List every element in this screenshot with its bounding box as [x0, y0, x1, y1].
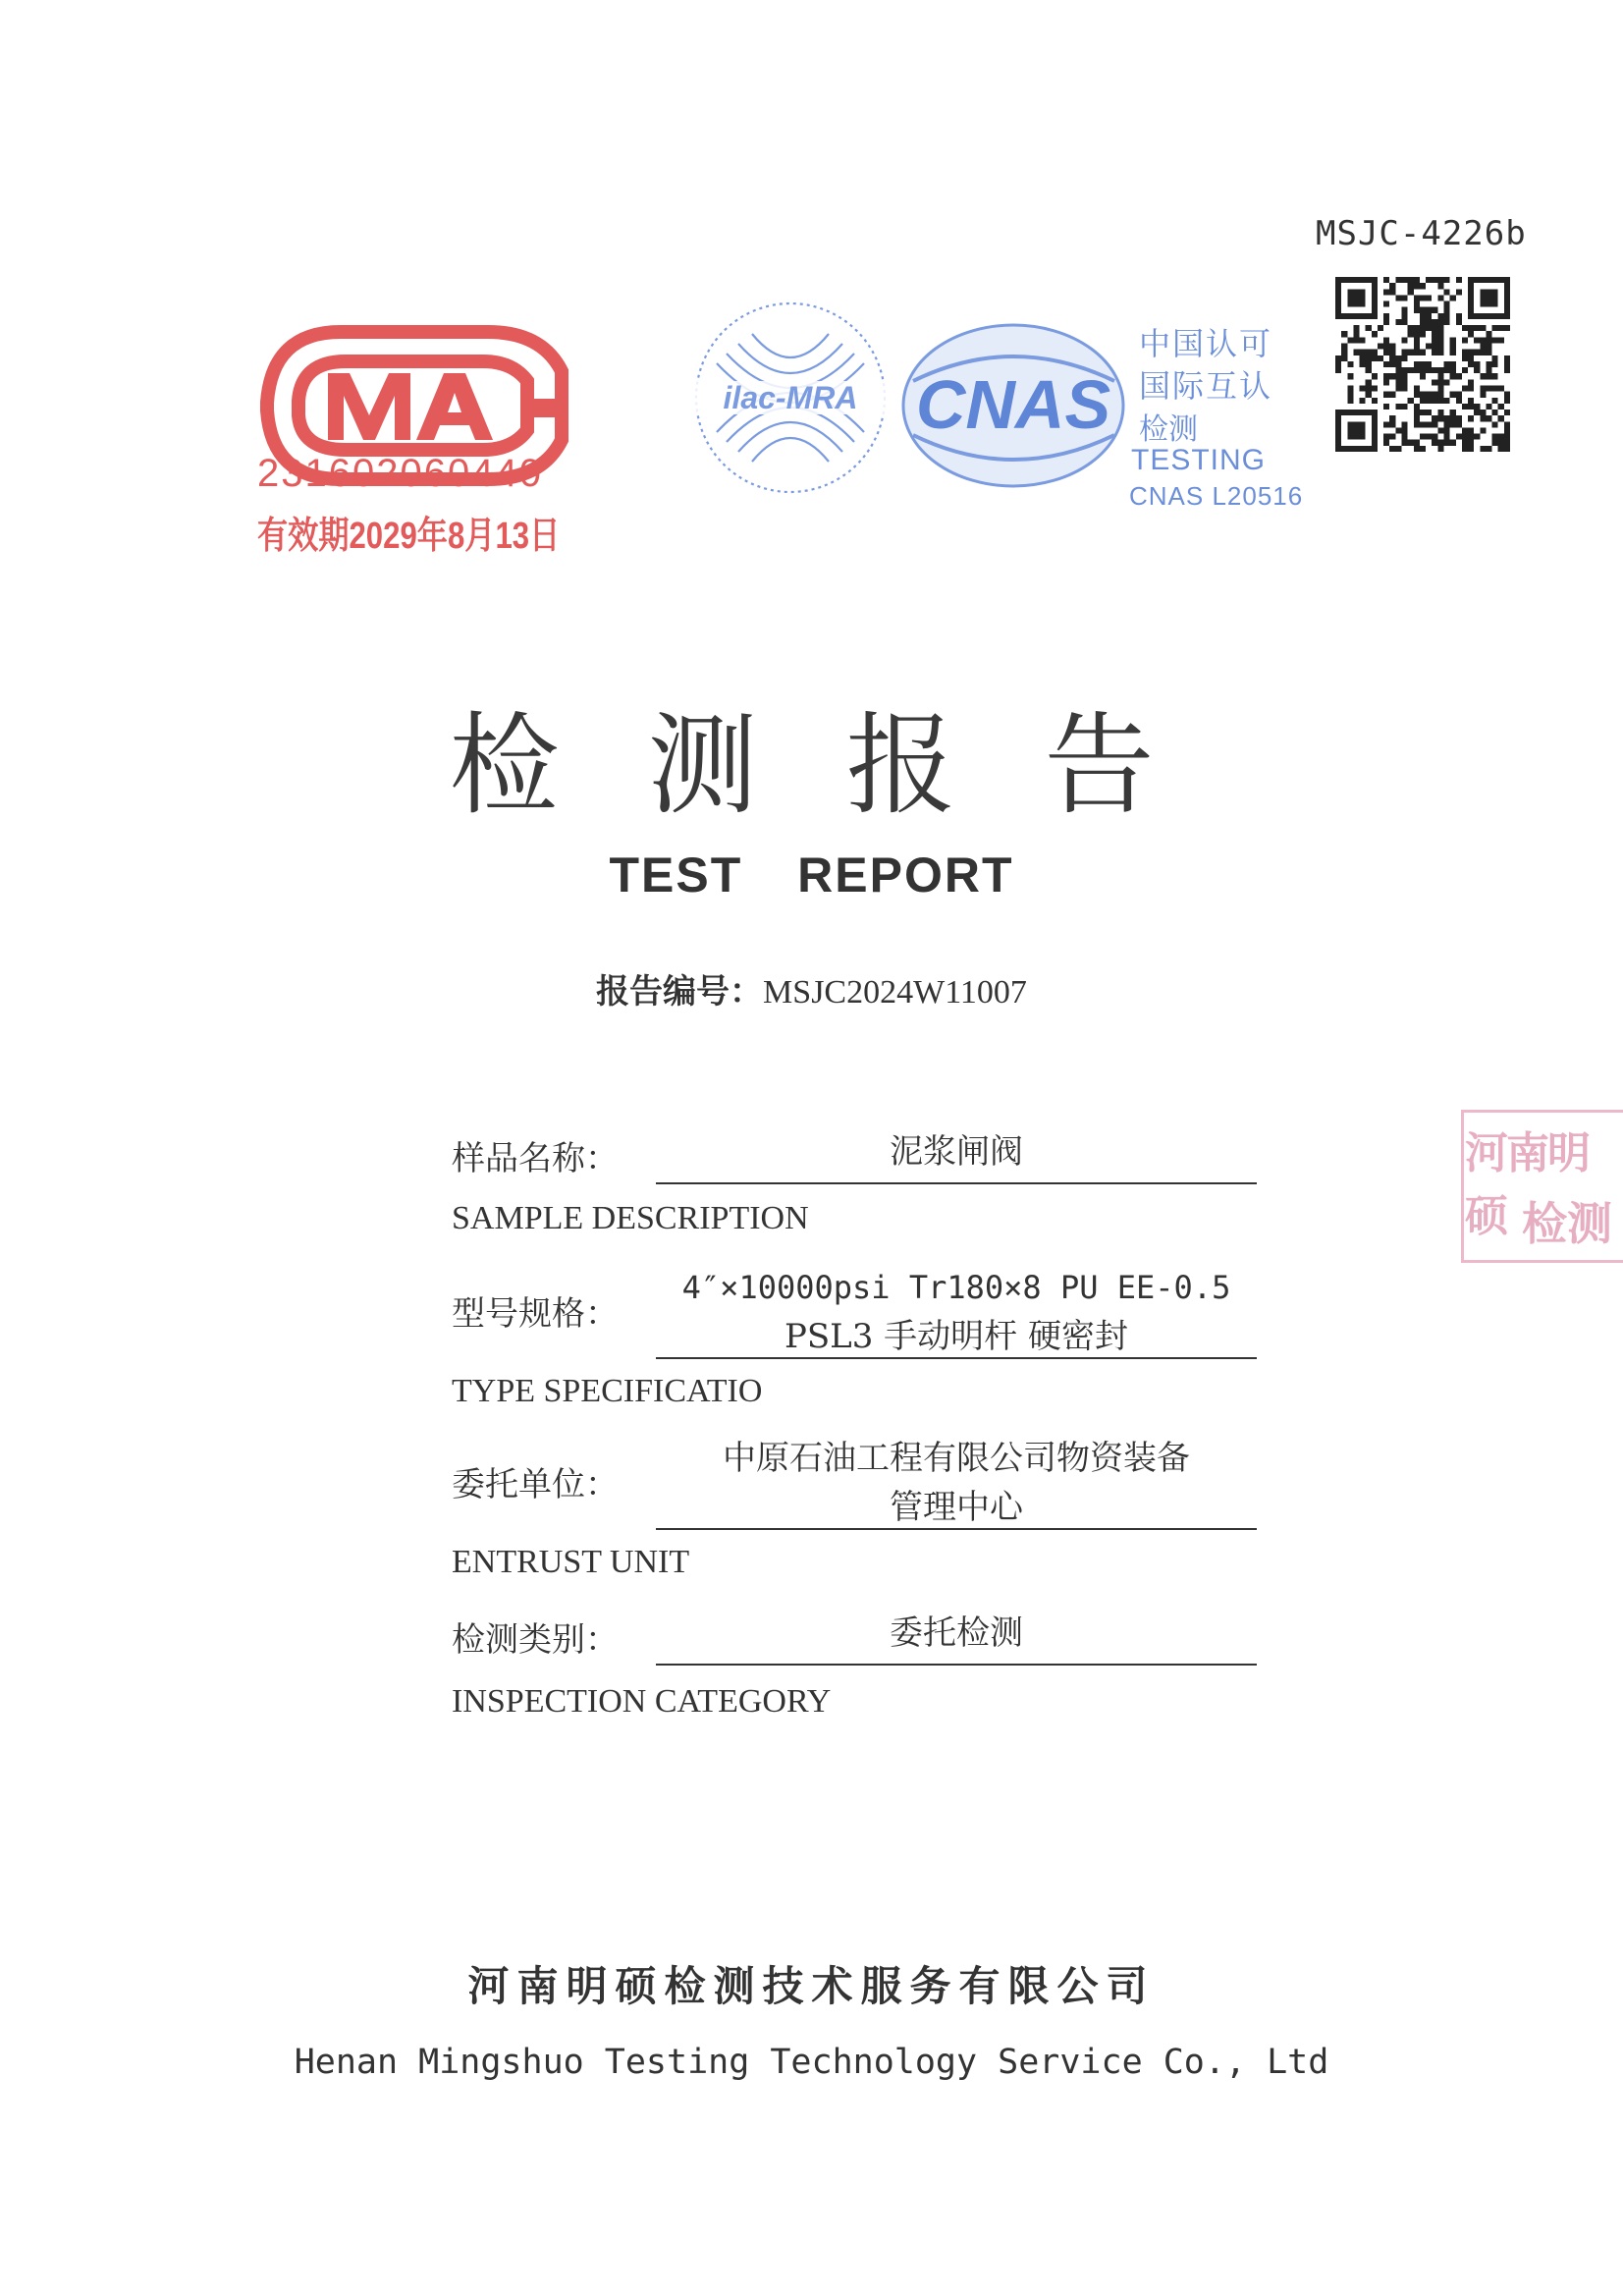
inspection-category-value: 委托检测 — [890, 1613, 1023, 1653]
inspection-category-label: 检测类别： — [452, 1620, 619, 1660]
report-title-en: TEST REPORT — [609, 847, 1014, 902]
sample-name-underline — [656, 1182, 1257, 1184]
entrust-unit-label: 委托单位： — [452, 1465, 619, 1504]
stamp-line2: 检测 — [1522, 1197, 1612, 1250]
report-title-cn: 检测报告 — [449, 702, 1243, 830]
report-number-label: 报告编号： — [596, 973, 764, 1011]
cma-number: 231602060440 — [257, 452, 543, 495]
company-name-en: Henan Mingshuo Testing Technology Service Co., Ltd — [294, 2043, 1329, 2082]
entrust-unit-value-line2: 管理中心 — [890, 1488, 1023, 1527]
type-spec-value — [656, 1263, 1257, 1361]
company-name-cn: 河南明硕检测技术服务有限公司 — [467, 1962, 1156, 2010]
cnas-logo — [893, 312, 1134, 499]
type-spec-label-en: TYPE SPECIFICATIO — [452, 1373, 763, 1409]
cnas-cn-line2: 国际互认 — [1139, 368, 1273, 404]
entrust-unit-label-en: ENTRUST UNIT — [452, 1544, 690, 1580]
cma-validity: 有效期2029年8月13日 — [257, 516, 561, 557]
ilac-mra-logo — [687, 295, 893, 501]
type-spec-label: 型号规格： — [452, 1294, 619, 1334]
report-number-value: MSJC2024W11007 — [763, 974, 1027, 1011]
qr-code — [1335, 277, 1510, 452]
cnas-mark-text: CNAS — [915, 366, 1111, 443]
entrust-unit-value — [656, 1434, 1257, 1532]
cnas-cn-line1: 中国认可 — [1139, 326, 1273, 361]
stamp-line1: 河南明硕 — [1465, 1128, 1589, 1241]
document-code: MSJC-4226b — [1316, 214, 1527, 253]
type-spec-value-line1: 4″×10000psi Tr180×8 PU EE-0.5 — [681, 1269, 1231, 1306]
type-spec-value-line2: PSL3 手动明杆 硬密封 — [784, 1317, 1128, 1356]
ilac-mark-text: ilac-MRA — [723, 380, 858, 415]
type-spec-underline — [656, 1357, 1257, 1359]
report-number — [0, 964, 1623, 1012]
sample-name-value: 泥浆闸阀 — [890, 1132, 1023, 1172]
cnas-en-line1: TESTING — [1131, 444, 1267, 476]
entrust-unit-underline — [656, 1528, 1257, 1530]
entrust-unit-value-line1: 中原石油工程有限公司物资装备 — [723, 1439, 1190, 1478]
inspection-category-underline — [656, 1664, 1257, 1666]
sample-name-label: 样品名称： — [452, 1139, 619, 1178]
sample-name-label-en: SAMPLE DESCRIPTION — [452, 1200, 809, 1236]
cnas-cn-line3: 检测 — [1139, 413, 1198, 446]
inspection-category-label-en: INSPECTION CATEGORY — [452, 1683, 832, 1720]
cnas-accreditation-number: CNAS L20516 — [1129, 481, 1304, 511]
